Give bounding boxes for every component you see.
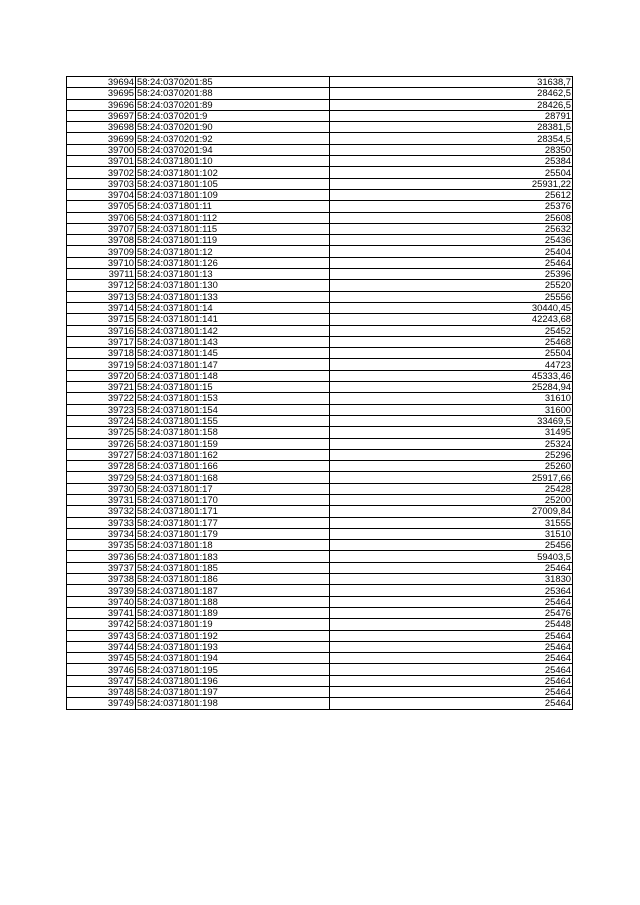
table-row [67,269,573,280]
table-row [67,664,573,675]
table-row [67,472,573,483]
cadastral-number-cell: 58:24:0370201:9 [136,110,330,121]
row-number-cell: 39718 [67,348,136,359]
row-number-cell: 39740 [67,596,136,607]
value-cell: 25448 [330,619,573,630]
cadastral-number-cell: 58:24:0371801:183 [136,551,330,562]
table-row [67,302,573,313]
row-number-cell: 39735 [67,540,136,551]
cadastral-number-cell: 58:24:0371801:171 [136,506,330,517]
row-number-cell: 39734 [67,528,136,539]
cadastral-number-cell: 58:24:0371801:155 [136,415,330,426]
value-cell: 25632 [330,223,573,234]
table-row [67,427,573,438]
value-cell: 31638,7 [330,77,573,88]
value-cell: 25931,22 [330,178,573,189]
row-number-cell: 39749 [67,698,136,709]
cadastral-number-cell: 58:24:0370201:94 [136,144,330,155]
value-cell: 28462,5 [330,88,573,99]
value-cell: 25384 [330,156,573,167]
cadastral-number-cell: 58:24:0371801:168 [136,472,330,483]
row-number-cell: 39745 [67,653,136,664]
row-number-cell: 39733 [67,517,136,528]
table-row [67,528,573,539]
value-cell: 25464 [330,630,573,641]
value-cell: 28426,5 [330,99,573,110]
value-cell: 31555 [330,517,573,528]
row-number-cell: 39705 [67,201,136,212]
value-cell: 25608 [330,212,573,223]
table-row [67,653,573,664]
row-number-cell: 39699 [67,133,136,144]
value-cell: 27009,84 [330,506,573,517]
cadastral-number-cell: 58:24:0371801:195 [136,664,330,675]
table-row [67,382,573,393]
value-cell: 25296 [330,449,573,460]
row-number-cell: 39717 [67,336,136,347]
table-row [67,574,573,585]
cadastral-number-cell: 58:24:0371801:14 [136,302,330,313]
cadastral-number-cell: 58:24:0370201:90 [136,122,330,133]
table-row [67,562,573,573]
row-number-cell: 39736 [67,551,136,562]
row-number-cell: 39703 [67,178,136,189]
value-cell: 25520 [330,280,573,291]
value-cell: 25428 [330,483,573,494]
table-row [67,494,573,505]
cadastral-number-cell: 58:24:0371801:177 [136,517,330,528]
table-row [67,156,573,167]
table-row [67,88,573,99]
row-number-cell: 39715 [67,314,136,325]
row-number-cell: 39739 [67,585,136,596]
cadastral-number-cell: 58:24:0371801:133 [136,291,330,302]
table-row [67,415,573,426]
table-row [67,223,573,234]
row-number-cell: 39708 [67,235,136,246]
table-row [67,77,573,88]
cadastral-number-cell: 58:24:0371801:153 [136,393,330,404]
value-cell: 28350 [330,144,573,155]
cadastral-number-cell: 58:24:0371801:158 [136,427,330,438]
cadastral-number-cell: 58:24:0371801:166 [136,461,330,472]
table-row [67,607,573,618]
value-cell: 33469,5 [330,415,573,426]
table-row [67,144,573,155]
cadastral-number-cell: 58:24:0371801:10 [136,156,330,167]
cadastral-number-cell: 58:24:0371801:162 [136,449,330,460]
row-number-cell: 39748 [67,687,136,698]
row-number-cell: 39724 [67,415,136,426]
row-number-cell: 39746 [67,664,136,675]
row-number-cell: 39720 [67,370,136,381]
cadastral-number-cell: 58:24:0370201:92 [136,133,330,144]
row-number-cell: 39697 [67,110,136,121]
table-body [67,77,573,710]
table-row [67,235,573,246]
value-cell: 28791 [330,110,573,121]
cadastral-number-cell: 58:24:0371801:170 [136,494,330,505]
value-cell: 25464 [330,687,573,698]
value-cell: 28381,5 [330,122,573,133]
cadastral-number-cell: 58:24:0371801:109 [136,189,330,200]
row-number-cell: 39716 [67,325,136,336]
value-cell: 25324 [330,438,573,449]
table-row [67,619,573,630]
cadastral-number-cell: 58:24:0371801:19 [136,619,330,630]
table-row [67,359,573,370]
cadastral-number-cell: 58:24:0371801:192 [136,630,330,641]
value-cell: 31510 [330,528,573,539]
cadastral-number-cell: 58:24:0371801:187 [136,585,330,596]
table-row [67,483,573,494]
table-row [67,280,573,291]
cadastral-number-cell: 58:24:0371801:143 [136,336,330,347]
cadastral-number-cell: 58:24:0371801:112 [136,212,330,223]
value-cell: 25468 [330,336,573,347]
table-row [67,325,573,336]
value-cell: 25464 [330,596,573,607]
row-number-cell: 39741 [67,607,136,618]
cadastral-number-cell: 58:24:0371801:141 [136,314,330,325]
table-row [67,596,573,607]
table-row [67,348,573,359]
row-number-cell: 39702 [67,167,136,178]
row-number-cell: 39695 [67,88,136,99]
table-row [67,698,573,709]
cadastral-number-cell: 58:24:0371801:142 [136,325,330,336]
table-row [67,540,573,551]
row-number-cell: 39744 [67,641,136,652]
row-number-cell: 39694 [67,77,136,88]
table-row [67,393,573,404]
cadastral-number-cell: 58:24:0371801:193 [136,641,330,652]
value-cell: 25464 [330,641,573,652]
value-cell: 25476 [330,607,573,618]
cadastral-number-cell: 58:24:0371801:15 [136,382,330,393]
value-cell: 31610 [330,393,573,404]
row-number-cell: 39726 [67,438,136,449]
row-number-cell: 39738 [67,574,136,585]
value-cell: 25612 [330,189,573,200]
cadastral-number-cell: 58:24:0371801:188 [136,596,330,607]
row-number-cell: 39721 [67,382,136,393]
row-number-cell: 39727 [67,449,136,460]
row-number-cell: 39701 [67,156,136,167]
cadastral-number-cell: 58:24:0371801:154 [136,404,330,415]
table-row [67,189,573,200]
table-row [67,336,573,347]
value-cell: 28354,5 [330,133,573,144]
row-number-cell: 39725 [67,427,136,438]
value-cell: 25396 [330,269,573,280]
table-row [67,438,573,449]
cadastral-number-cell: 58:24:0371801:198 [136,698,330,709]
table-row [67,167,573,178]
row-number-cell: 39719 [67,359,136,370]
cadastral-number-cell: 58:24:0371801:189 [136,607,330,618]
value-cell: 25464 [330,664,573,675]
row-number-cell: 39706 [67,212,136,223]
value-cell: 25504 [330,348,573,359]
row-number-cell: 39731 [67,494,136,505]
row-number-cell: 39728 [67,461,136,472]
table-row [67,461,573,472]
value-cell: 25917,66 [330,472,573,483]
value-cell: 25464 [330,675,573,686]
cadastral-number-cell: 58:24:0371801:11 [136,201,330,212]
cadastral-number-cell: 58:24:0371801:119 [136,235,330,246]
value-cell: 31495 [330,427,573,438]
table-row [67,641,573,652]
value-cell: 25260 [330,461,573,472]
value-cell: 45333,46 [330,370,573,381]
table-row [67,675,573,686]
row-number-cell: 39742 [67,619,136,630]
cadastral-number-cell: 58:24:0371801:197 [136,687,330,698]
table-row [67,630,573,641]
cadastral-number-cell: 58:24:0371801:105 [136,178,330,189]
cadastral-number-cell: 58:24:0371801:115 [136,223,330,234]
table-row [67,551,573,562]
cadastral-number-cell: 58:24:0370201:88 [136,88,330,99]
value-cell: 25556 [330,291,573,302]
cadastral-number-cell: 58:24:0370201:85 [136,77,330,88]
table-row [67,99,573,110]
table-row [67,291,573,302]
value-cell: 25464 [330,653,573,664]
value-cell: 25200 [330,494,573,505]
value-cell: 31830 [330,574,573,585]
table-row [67,257,573,268]
value-cell: 25464 [330,698,573,709]
row-number-cell: 39711 [67,269,136,280]
row-number-cell: 39709 [67,246,136,257]
row-number-cell: 39713 [67,291,136,302]
cadastral-number-cell: 58:24:0371801:17 [136,483,330,494]
table-row [67,585,573,596]
cadastral-number-cell: 58:24:0370201:89 [136,99,330,110]
row-number-cell: 39712 [67,280,136,291]
value-cell: 25364 [330,585,573,596]
row-number-cell: 39714 [67,302,136,313]
cadastral-number-cell: 58:24:0371801:179 [136,528,330,539]
table-row [67,110,573,121]
table-row [67,122,573,133]
table-row [67,314,573,325]
table-row [67,178,573,189]
cadastral-number-cell: 58:24:0371801:185 [136,562,330,573]
table-row [67,517,573,528]
cadastral-number-cell: 58:24:0371801:13 [136,269,330,280]
value-cell: 25504 [330,167,573,178]
value-cell: 25452 [330,325,573,336]
row-number-cell: 39732 [67,506,136,517]
cadastral-number-cell: 58:24:0371801:130 [136,280,330,291]
value-cell: 25464 [330,562,573,573]
cadastral-number-cell: 58:24:0371801:148 [136,370,330,381]
row-number-cell: 39698 [67,122,136,133]
cadastral-number-cell: 58:24:0371801:126 [136,257,330,268]
table-row [67,201,573,212]
cadastral-number-cell: 58:24:0371801:18 [136,540,330,551]
row-number-cell: 39729 [67,472,136,483]
table-row [67,404,573,415]
value-cell: 44723 [330,359,573,370]
cadastral-number-cell: 58:24:0371801:147 [136,359,330,370]
value-cell: 25464 [330,257,573,268]
row-number-cell: 39747 [67,675,136,686]
value-cell: 25284,94 [330,382,573,393]
row-number-cell: 39722 [67,393,136,404]
data-table [66,76,573,710]
value-cell: 30440,45 [330,302,573,313]
value-cell: 25456 [330,540,573,551]
value-cell: 31600 [330,404,573,415]
table-row [67,370,573,381]
cadastral-number-cell: 58:24:0371801:12 [136,246,330,257]
value-cell: 25376 [330,201,573,212]
cadastral-number-cell: 58:24:0371801:186 [136,574,330,585]
table-row [67,506,573,517]
cadastral-number-cell: 58:24:0371801:145 [136,348,330,359]
cadastral-number-cell: 58:24:0371801:194 [136,653,330,664]
row-number-cell: 39723 [67,404,136,415]
row-number-cell: 39730 [67,483,136,494]
value-cell: 59403,5 [330,551,573,562]
row-number-cell: 39696 [67,99,136,110]
row-number-cell: 39704 [67,189,136,200]
value-cell: 25436 [330,235,573,246]
row-number-cell: 39707 [67,223,136,234]
row-number-cell: 39737 [67,562,136,573]
value-cell: 42243,68 [330,314,573,325]
row-number-cell: 39710 [67,257,136,268]
row-number-cell: 39700 [67,144,136,155]
cadastral-number-cell: 58:24:0371801:159 [136,438,330,449]
table-row [67,133,573,144]
cadastral-number-cell: 58:24:0371801:196 [136,675,330,686]
table-row [67,449,573,460]
cadastral-number-cell: 58:24:0371801:102 [136,167,330,178]
row-number-cell: 39743 [67,630,136,641]
table-row [67,687,573,698]
table-row [67,212,573,223]
value-cell: 25404 [330,246,573,257]
table-row [67,246,573,257]
